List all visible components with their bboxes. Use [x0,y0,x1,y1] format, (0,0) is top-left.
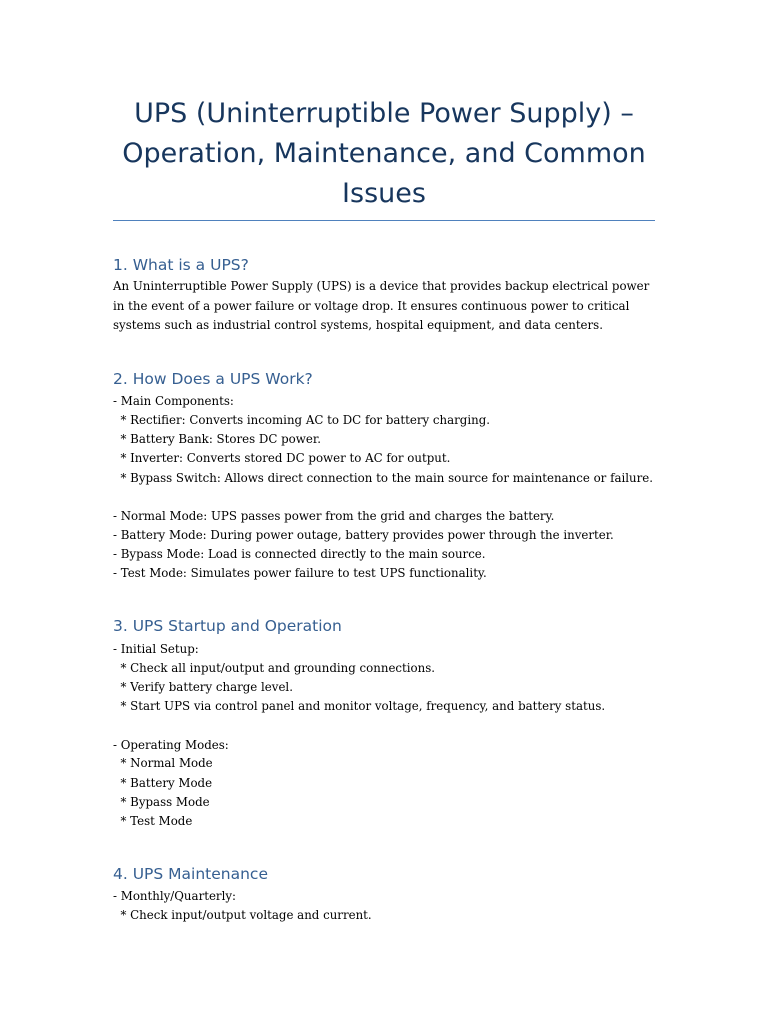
list-item: * Bypass Mode [113,795,210,809]
section-heading-maintenance: 4. UPS Maintenance [113,865,268,883]
list-item: - Main Components: [113,394,234,408]
list-item: - Normal Mode: UPS passes power from the grid and charges the battery. [113,509,555,523]
section-paragraph-what-is-ups: An Uninterruptible Power Supply (UPS) is a device that provides backup electrical power in the event of a power failure or voltage drop. It ensures continuous power to critical systems such as industrial control systems, hospital equipment, and data centers. [113,279,650,332]
list-item: * Battery Mode [113,776,213,790]
list-item: * Rectifier: Converts incoming AC to DC for battery charging. [113,413,491,427]
list-item: * Check input/output voltage and current. [113,908,372,922]
list-item: * Battery Bank: Stores DC power. [113,432,321,446]
list-item: - Initial Setup: [113,642,199,656]
document-title: UPS (Uninterruptible Power Supply) – Operation, Maintenance, and Common Issues [122,98,646,209]
list-item: * Normal Mode [113,756,213,770]
section-heading-what-is-ups: 1. What is a UPS? [113,256,249,274]
list-item: * Start UPS via control panel and monitor voltage, frequency, and battery status. [113,699,606,713]
list-item: - Test Mode: Simulates power failure to test UPS functionality. [113,566,487,580]
title-underline-rule [113,220,655,221]
list-item: - Monthly/Quarterly: [113,889,236,903]
list-item: - Bypass Mode: Load is connected directly to the main source. [113,547,486,561]
list-item: * Verify battery charge level. [113,680,293,694]
list-item: * Inverter: Converts stored DC power to AC for output. [113,451,451,465]
list-item: - Battery Mode: During power outage, battery provides power through the inverter. [113,528,614,542]
list-item: * Bypass Switch: Allows direct connection to the main source for maintenance or failure. [113,471,653,485]
list-item: - Operating Modes: [113,738,229,752]
section-heading-startup-operation: 3. UPS Startup and Operation [113,617,342,635]
section-heading-how-ups-works: 2. How Does a UPS Work? [113,370,313,388]
list-item: * Test Mode [113,814,193,828]
list-item: * Check all input/output and grounding connections. [113,661,436,675]
